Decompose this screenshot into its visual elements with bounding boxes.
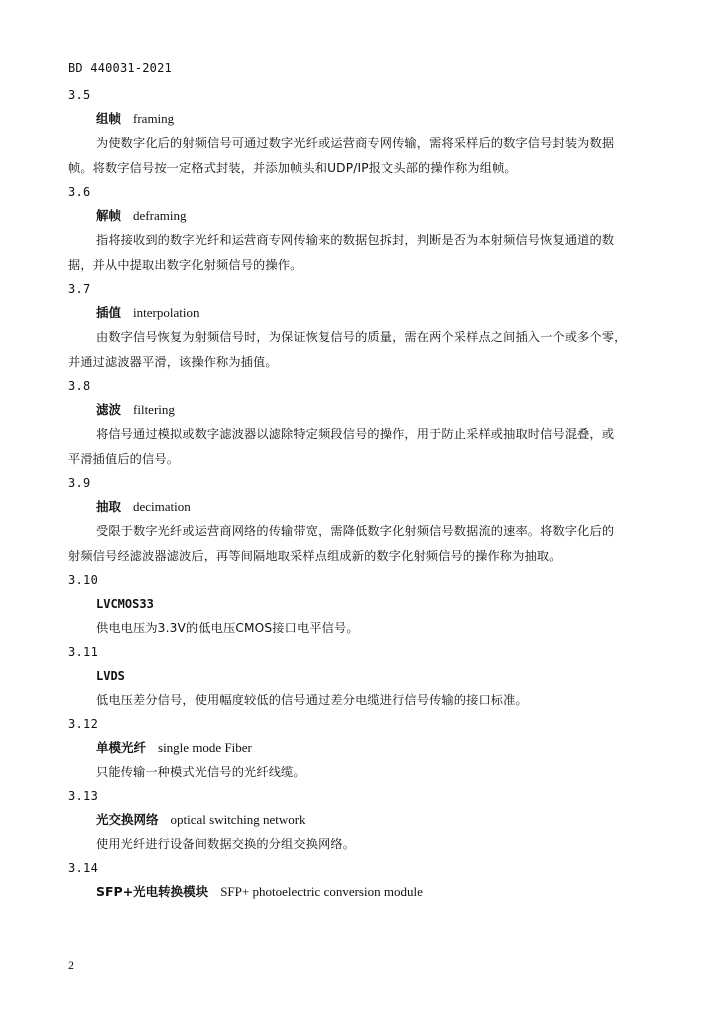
term-en: SFP+ photoelectric conversion module [220, 884, 423, 899]
term-title [68, 106, 648, 131]
term-entry [68, 375, 648, 472]
term-title [68, 663, 648, 688]
definition-line: 只能传输一种模式光信号的光纤线缆。 [96, 765, 306, 779]
term-definition [68, 422, 648, 472]
term-number: 3.7 [68, 282, 91, 296]
term-entry [68, 278, 648, 375]
definition-line: 射频信号经滤波器滤波后，再等间隔地取采样点组成新的数字化射频信号的操作称为抽取。 [68, 549, 562, 563]
term-en: interpolation [133, 305, 200, 320]
term-entry [68, 569, 648, 641]
definition-line: 据，并从中提取出数字化射频信号的操作。 [68, 258, 303, 272]
definition-line: 低电压差分信号，使用幅度较低的信号通过差分电缆进行信号传输的接口标准。 [96, 693, 528, 707]
definition-line: 供电电压为3.3V的低电压CMOS接口电平信号。 [96, 621, 359, 635]
term-definition [68, 228, 648, 278]
term-definition [68, 760, 648, 785]
term-number: 3.10 [68, 573, 99, 587]
definition-line: 为使数字化后的射频信号可通过数字光纤或运营商专网传输，需将采样后的数字信号封装为数据 [96, 136, 615, 150]
term-zh: LVDS [96, 669, 125, 683]
document-code: BD 440031-2021 [68, 61, 172, 75]
term-en: decimation [133, 499, 191, 514]
term-title [68, 300, 648, 325]
term-title [68, 807, 648, 832]
term-definition [68, 832, 648, 857]
definition-line: 将信号通过模拟或数字滤波器以滤除特定频段信号的操作，用于防止采样或抽取时信号混叠，或 [96, 427, 615, 441]
page-number: 2 [68, 958, 74, 972]
term-number: 3.13 [68, 789, 99, 803]
term-title [68, 397, 648, 422]
term-definition [68, 616, 648, 641]
term-zh: 解帧 [96, 208, 122, 223]
term-zh: 光交换网络 [96, 812, 159, 827]
term-en: framing [133, 111, 175, 126]
term-en: deframing [133, 208, 187, 223]
term-definition [68, 131, 648, 181]
definition-line: 帧。将数字信号按一定格式封装，并添加帧头和UDP/IP报文头部的操作称为组帧。 [68, 161, 517, 175]
term-zh: 滤波 [96, 402, 122, 417]
term-zh: 组帧 [96, 111, 122, 126]
term-title [68, 591, 648, 616]
term-entry [68, 641, 648, 713]
definition-line: 由数字信号恢复为射频信号时，为保证恢复信号的质量，需在两个采样点之间插入一个或多个零， [96, 330, 627, 344]
term-entry [68, 472, 648, 569]
term-definition [68, 519, 648, 569]
term-definition [68, 325, 648, 375]
definition-line: 并通过滤波器平滑，该操作称为插值。 [68, 355, 278, 369]
term-number: 3.12 [68, 717, 99, 731]
definition-line: 平滑插值后的信号。 [68, 452, 180, 466]
term-number: 3.9 [68, 476, 91, 490]
definition-line: 使用光纤进行设备间数据交换的分组交换网络。 [96, 837, 356, 851]
term-number: 3.6 [68, 185, 91, 199]
term-title [68, 879, 648, 904]
term-en: single mode Fiber [158, 740, 252, 755]
term-number: 3.11 [68, 645, 99, 659]
term-title [68, 735, 648, 760]
term-number: 3.14 [68, 861, 99, 875]
term-en: filtering [133, 402, 175, 417]
term-zh: 插值 [96, 305, 122, 320]
term-number: 3.5 [68, 88, 91, 102]
term-zh: LVCMOS33 [96, 597, 154, 611]
term-zh: SFP+光电转换模块 [96, 884, 209, 899]
term-title [68, 494, 648, 519]
terms-list [68, 84, 648, 904]
term-entry [68, 84, 648, 181]
term-zh: 抽取 [96, 499, 122, 514]
definition-line: 受限于数字光纤或运营商网络的传输带宽，需降低数字化射频信号数据流的速率。将数字化后的 [96, 524, 615, 538]
term-entry [68, 713, 648, 785]
term-entry [68, 785, 648, 857]
definition-line: 指将接收到的数字光纤和运营商专网传输来的数据包拆封，判断是否为本射频信号恢复通道的数 [96, 233, 615, 247]
term-entry [68, 181, 648, 278]
term-zh: 单模光纤 [96, 740, 147, 755]
term-en: optical switching network [170, 812, 306, 827]
term-number: 3.8 [68, 379, 91, 393]
term-definition [68, 688, 648, 713]
term-title [68, 203, 648, 228]
term-entry [68, 857, 648, 904]
